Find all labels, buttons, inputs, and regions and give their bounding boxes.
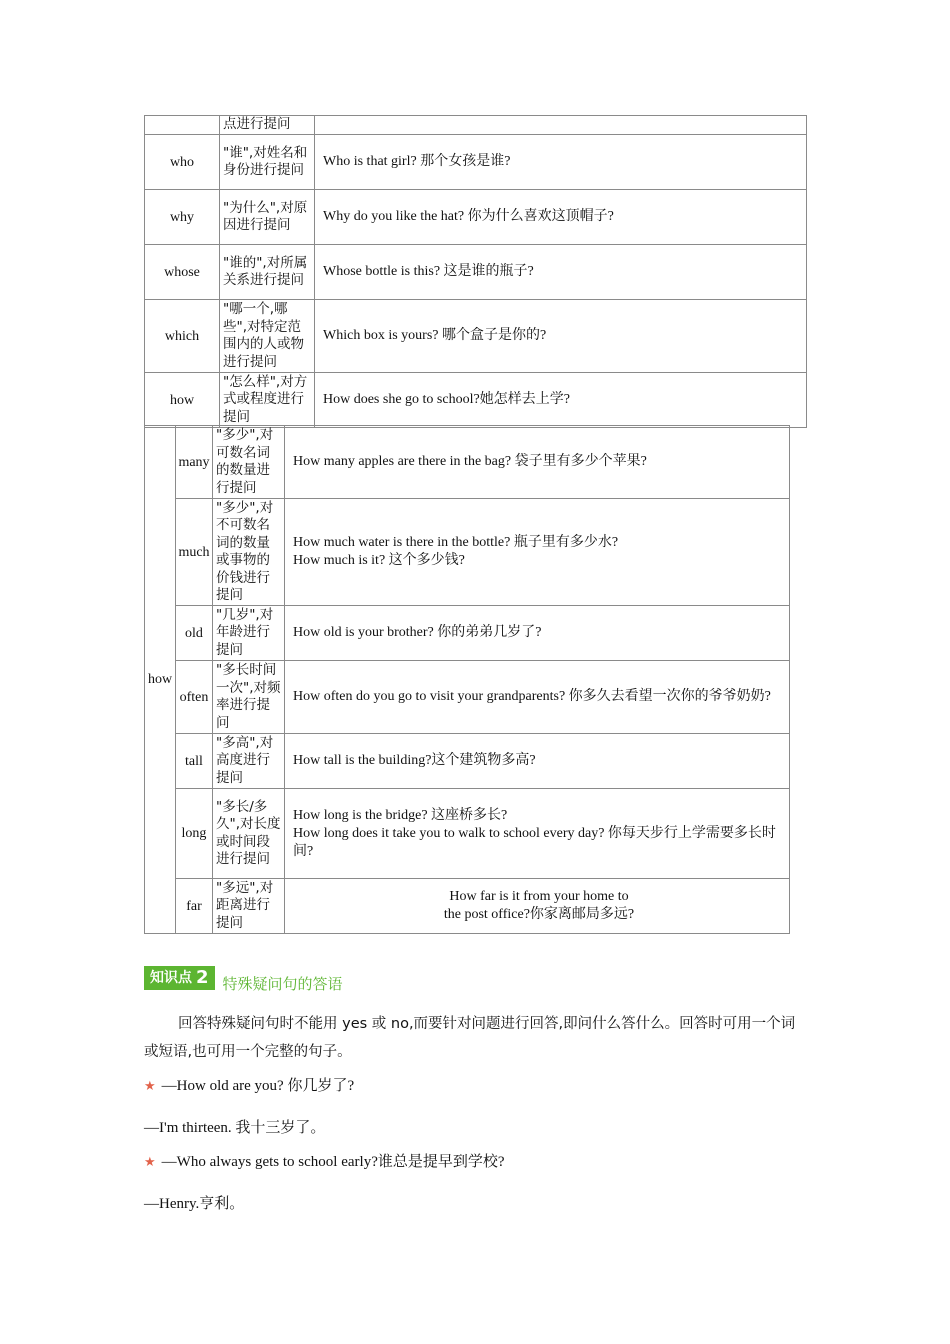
example-cell: How long is the bridge? 这座桥多长? How long does it take you to walk to school every day? 你每天步行上学需要多长时间? — [285, 789, 790, 879]
example-line: —I'm thirteen. 我十三岁了。 — [144, 1120, 326, 1136]
word-cell: whose — [145, 245, 220, 300]
how-phrase-table — [144, 425, 790, 934]
meaning-cell: "谁",对姓名和身份进行提问 — [220, 135, 315, 190]
table-row — [145, 135, 807, 190]
example-line: ★ —How old are you? 你几岁了? — [144, 1078, 355, 1094]
sub-word-cell: long — [176, 789, 213, 879]
table-row — [145, 499, 790, 606]
star-icon: ★ — [144, 1078, 156, 1093]
table-row — [145, 245, 807, 300]
knowledge-point-title: 特殊疑问句的答语 — [222, 975, 343, 993]
word-cell: who — [145, 135, 220, 190]
knowledge-point-heading — [144, 961, 343, 994]
meaning-cell: "怎么样",对方式或程度进行提问 — [220, 373, 315, 428]
table-row — [145, 116, 807, 135]
example-cell: How far is it from your home to the post office?你家离邮局多远? — [285, 879, 790, 934]
table-row — [145, 606, 790, 661]
sub-word-cell: much — [176, 499, 213, 606]
example-cell: How tall is the building?这个建筑物多高? — [285, 734, 790, 789]
sub-word-cell: far — [176, 879, 213, 934]
meaning-cell: "为什么",对原因进行提问 — [220, 190, 315, 245]
badge-number: 2 — [196, 966, 209, 988]
meaning-cell: "多少",对可数名词的数量进行提问 — [213, 426, 285, 499]
example-line: —Henry.亨利。 — [144, 1196, 245, 1212]
knowledge-point-badge — [144, 966, 215, 990]
meaning-cell: "哪一个,哪些",对特定范围内的人或物进行提问 — [220, 300, 315, 373]
meaning-cell: "多长/多久",对长度或时间段进行提问 — [213, 789, 285, 879]
meaning-cell: "多长时间一次",对频率进行提问 — [213, 661, 285, 734]
meaning-cell: "谁的",对所属关系进行提问 — [220, 245, 315, 300]
meaning-cell: "多远",对距离进行提问 — [213, 879, 285, 934]
example-cell: How many apples are there in the bag? 袋子里有多少个苹果? — [285, 426, 790, 499]
table-row — [145, 300, 807, 373]
star-icon: ★ — [144, 1154, 156, 1169]
word-cell: how — [145, 373, 220, 428]
meaning-cell: "多高",对高度进行提问 — [213, 734, 285, 789]
table-row — [145, 373, 807, 428]
example-cell: Whose bottle is this? 这是谁的瓶子? — [315, 245, 807, 300]
example-cell: How old is your brother? 你的弟弟几岁了? — [285, 606, 790, 661]
table-row — [145, 190, 807, 245]
meaning-cell: "多少",对不可数名词的数量或事物的价钱进行提问 — [213, 499, 285, 606]
example-cell: Who is that girl? 那个女孩是谁? — [315, 135, 807, 190]
example-cell — [315, 116, 807, 135]
table-row — [145, 789, 790, 879]
table-row — [145, 879, 790, 934]
sub-word-cell: many — [176, 426, 213, 499]
question-word-table — [144, 115, 807, 428]
sub-word-cell: tall — [176, 734, 213, 789]
example-cell: How often do you go to visit your grandparents? 你多久去看望一次你的爷爷奶奶? — [285, 661, 790, 734]
word-cell — [145, 116, 220, 135]
explanation-paragraph: 回答特殊疑问句时不能用 yes 或 no,而要针对问题进行回答,即问什么答什么。回答时可用一个词或短语,也可用一个完整的句子。 — [144, 1016, 796, 1060]
badge-label: 知识点 — [150, 969, 192, 986]
table-row — [145, 661, 790, 734]
example-cell: Why do you like the hat? 你为什么喜欢这顶帽子? — [315, 190, 807, 245]
word-cell: why — [145, 190, 220, 245]
example-cell: Which box is yours? 哪个盒子是你的? — [315, 300, 807, 373]
sub-word-cell: often — [176, 661, 213, 734]
meaning-cell: 点进行提问 — [220, 116, 315, 135]
meaning-cell: "几岁",对年龄进行提问 — [213, 606, 285, 661]
table-row — [145, 734, 790, 789]
word-cell: which — [145, 300, 220, 373]
example-cell: How much water is there in the bottle? 瓶子里有多少水? How much is it? 这个多少钱? — [285, 499, 790, 606]
example-line: ★ —Who always gets to school early?谁总是提早到学校? — [144, 1154, 505, 1170]
table-row — [145, 426, 790, 499]
example-cell: How does she go to school?她怎样去上学? — [315, 373, 807, 428]
how-cell: how — [145, 426, 176, 934]
sub-word-cell: old — [176, 606, 213, 661]
